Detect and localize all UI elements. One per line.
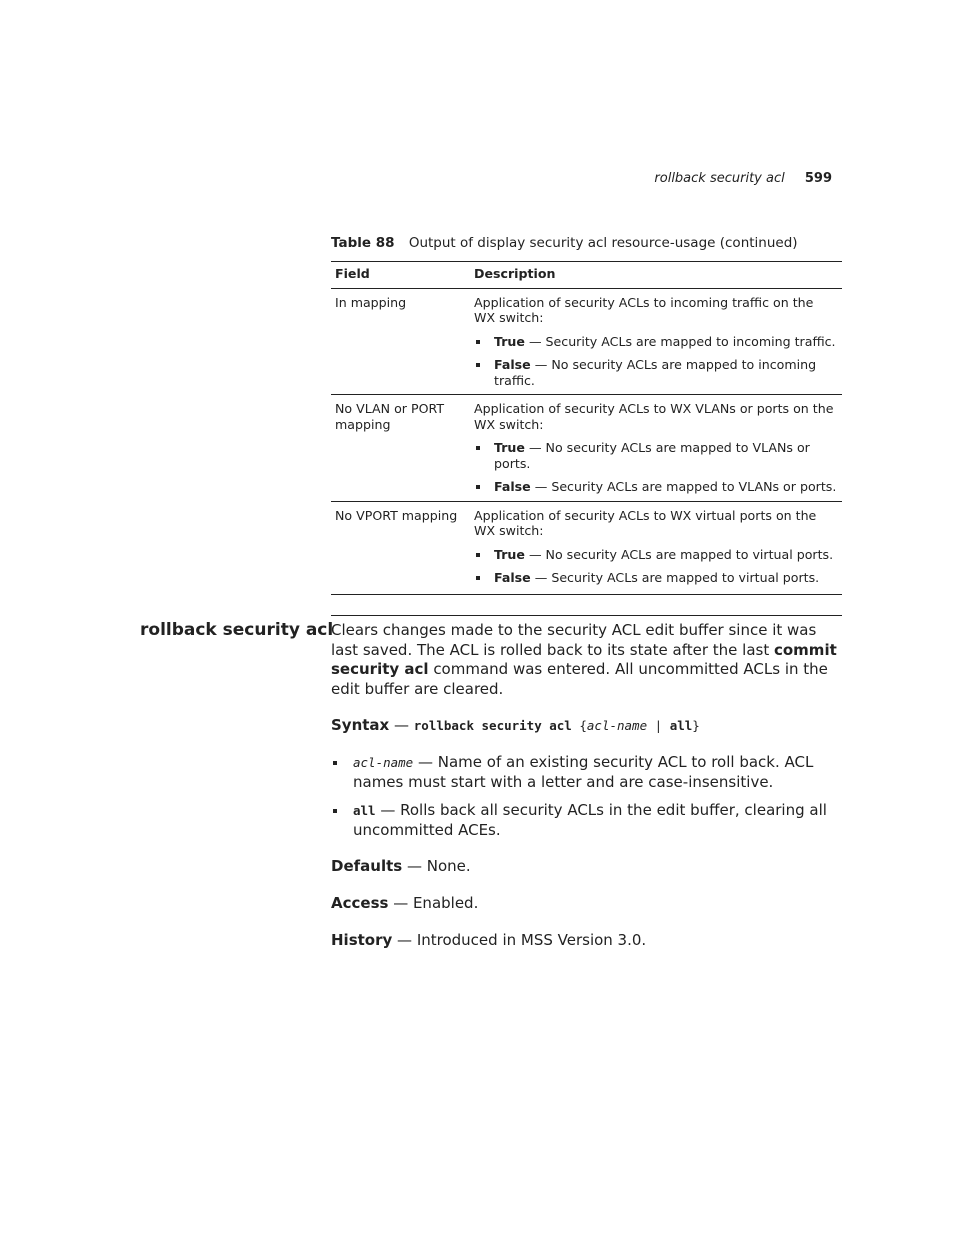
- table-row: [331, 288, 842, 395]
- value-term: False: [494, 570, 531, 585]
- table-label: Table 88: [331, 235, 395, 251]
- header-field: Field: [331, 262, 470, 289]
- argument-text: — Name of an existing security ACL to roll back. ACL names must start with a letter and are case-insensitive.: [353, 752, 814, 791]
- syntax-brace-close: }: [692, 718, 700, 734]
- list-item: [474, 479, 838, 495]
- description-cell: [470, 288, 842, 395]
- defaults-line: [331, 857, 842, 877]
- syntax-separator: |: [647, 718, 670, 734]
- list-item: [474, 440, 838, 471]
- table-row: [331, 395, 842, 502]
- value-term: True: [494, 333, 525, 349]
- command-reference: commit security acl: [331, 640, 837, 679]
- syntax-line: [331, 716, 842, 736]
- history-text: — Introduced in MSS Version 3.0.: [392, 930, 647, 949]
- defaults-text: — None.: [402, 857, 471, 876]
- description-cell: [470, 395, 842, 502]
- description-text: Clears changes made to the security ACL edit buffer since it was last saved. The ACL is rolled back to its state after the last: [331, 621, 817, 659]
- value-text: — Security ACLs are mapped to VLANs or ports.: [530, 479, 837, 494]
- list-item: [331, 753, 842, 792]
- description-cell: [470, 501, 842, 594]
- value-text: — Security ACLs are mapped to virtual ports.: [530, 570, 820, 585]
- defaults-label: Defaults: [331, 857, 403, 876]
- value-text: — No security ACLs are mapped to incoming traffic.: [494, 357, 817, 388]
- syntax-arg-acl-name: acl-name: [586, 718, 648, 734]
- section-heading: rollback security acl: [140, 620, 334, 640]
- value-list: [474, 334, 838, 389]
- list-item: [474, 357, 838, 388]
- list-item: [331, 801, 842, 840]
- history-line: [331, 931, 842, 951]
- access-line: [331, 894, 842, 914]
- table-caption: [331, 235, 798, 251]
- argument-name: acl-name: [353, 754, 414, 770]
- field-cell: In mapping: [331, 288, 470, 395]
- description-intro: Application of security ACLs to WX VLANs or ports on the WX switch:: [474, 401, 834, 432]
- value-text: — Security ACLs are mapped to incoming traffic.: [524, 333, 836, 349]
- value-term: True: [494, 546, 525, 562]
- value-text: — No security ACLs are mapped to VLANs or ports.: [494, 440, 810, 471]
- value-list: [474, 440, 838, 495]
- value-list: [474, 547, 838, 586]
- command-description: [331, 621, 842, 699]
- page-number: 599: [804, 171, 832, 186]
- running-header-title: rollback security acl: [654, 171, 785, 186]
- value-term: False: [494, 357, 531, 372]
- value-term: False: [494, 479, 531, 494]
- syntax-command: rollback security acl: [413, 718, 572, 734]
- header-description: Description: [470, 262, 842, 289]
- syntax-brace-open: {: [571, 718, 587, 734]
- table-caption-text: Output of display security acl resource-usage (continued): [408, 235, 798, 251]
- section-body: [331, 621, 842, 967]
- argument-list: [331, 753, 842, 840]
- list-item: [474, 334, 838, 350]
- running-header: [654, 171, 832, 186]
- value-text: — No security ACLs are mapped to virtual ports.: [524, 546, 834, 562]
- argument-text: — Rolls back all security ACLs in the edit buffer, clearing all uncommitted ACEs.: [353, 801, 827, 839]
- description-intro: Application of security ACLs to WX virtual ports on the WX switch:: [474, 507, 817, 538]
- description-intro: Application of security ACLs to incoming traffic on the WX switch:: [474, 294, 814, 325]
- syntax-label: Syntax: [331, 716, 390, 735]
- field-cell: No VLAN or PORT mapping: [331, 395, 470, 502]
- list-item: [474, 570, 838, 586]
- table-header-row: [331, 262, 842, 289]
- field-cell: No VPORT mapping: [331, 501, 470, 594]
- table-row: [331, 501, 842, 594]
- history-label: History: [331, 930, 393, 949]
- list-item: [474, 547, 838, 563]
- description-text: command was entered. All uncommitted ACLs in the edit buffer are cleared.: [331, 660, 828, 698]
- access-label: Access: [331, 893, 389, 912]
- syntax-dash: —: [389, 716, 414, 735]
- section-divider: [331, 615, 842, 616]
- syntax-arg-all: all: [669, 718, 693, 734]
- field-description-table: [331, 261, 842, 595]
- value-term: True: [494, 440, 525, 455]
- access-text: — Enabled.: [388, 893, 479, 912]
- argument-name: all: [353, 803, 376, 819]
